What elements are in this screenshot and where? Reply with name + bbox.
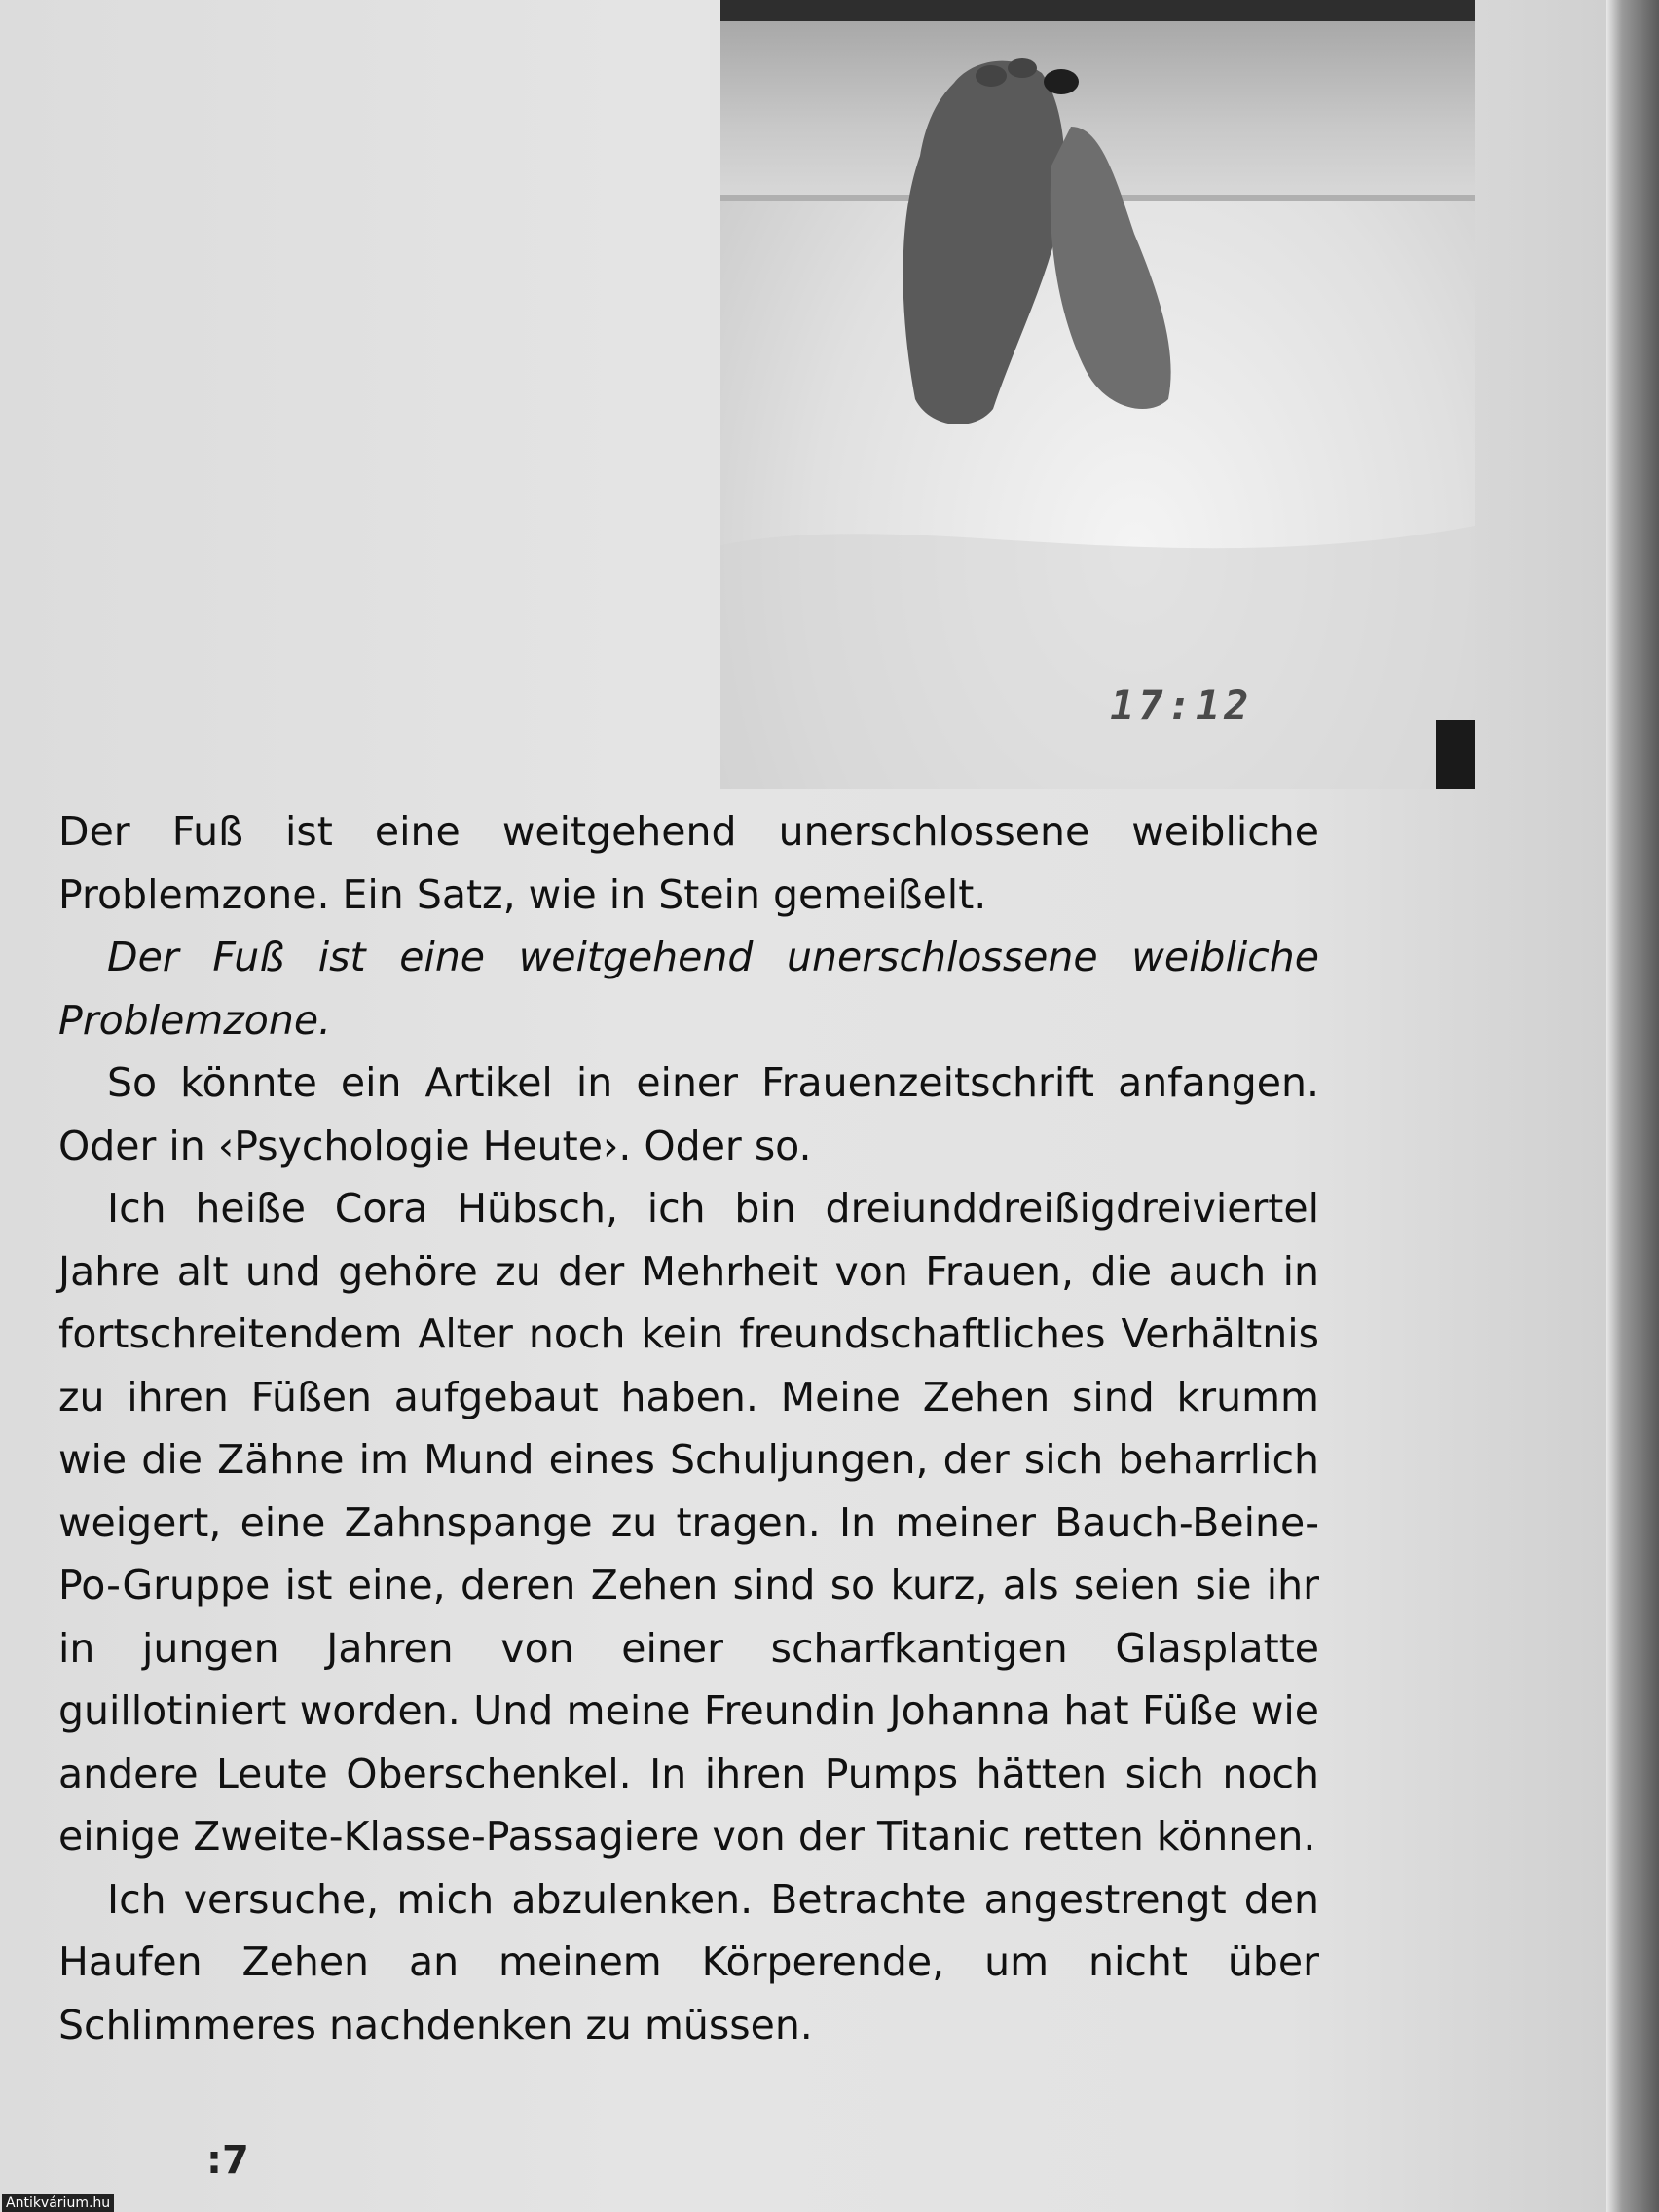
paragraph-1: Der Fuß ist eine weitgehend unerschlossene weibliche Problemzone. Ein Satz, wie in Stein gemeißelt. (58, 808, 1319, 918)
watermark: Antikvárium.hu (2, 2194, 114, 2212)
book-edge (1606, 0, 1659, 2212)
bleed-through-text (68, 39, 711, 584)
page-number: :7 (206, 2138, 249, 2183)
paragraph-2: Der Fuß ist eine weitgehend unerschlossene weibliche Problemzone. (58, 934, 1319, 1044)
body-text (58, 800, 1319, 2056)
photo-timestamp: 17:12 (1110, 682, 1253, 729)
paragraph-3: So könnte ein Artikel in einer Frauenzeitschrift anfangen. Oder in ‹Psychologie Heute›. Oder so. (58, 1059, 1319, 1169)
paragraph-5: Ich versuche, mich abzulenken. Betrachte angestrengt den Haufen Zehen an meinem Körperende, um nicht über Schlimmeres nachdenken zu müssen. (58, 1875, 1319, 2048)
paragraph-4: Ich heiße Cora Hübsch, ich bin dreiunddreißigdreiviertel Jahre alt und gehöre zu der Mehrheit von Frauen, die auch in fortschreitendem Alter noch kein freundschaftliches Verhältnis zu ihren Füßen aufgebaut haben. Meine Zehen sind krumm wie die Zähne im Mund eines Schuljungen, der sich beharrlich weigert, eine Zahnspange zu tragen. In meiner Bauch-Beine-Po-Gruppe ist eine, deren Zehen sind so kurz, als seien sie ihr in jungen Jahren von einer scharfkantigen Glasplatte guillotiniert worden. Und meine Freundin Johanna hat Füße wie andere Leute Oberschenkel. In ihren Pumps hätten sich noch einige Zweite-Klasse-Passagiere von der Titanic retten können. (58, 1185, 1319, 1860)
bathtub-feet-photo (720, 0, 1475, 789)
feet-illustration (720, 0, 1475, 789)
